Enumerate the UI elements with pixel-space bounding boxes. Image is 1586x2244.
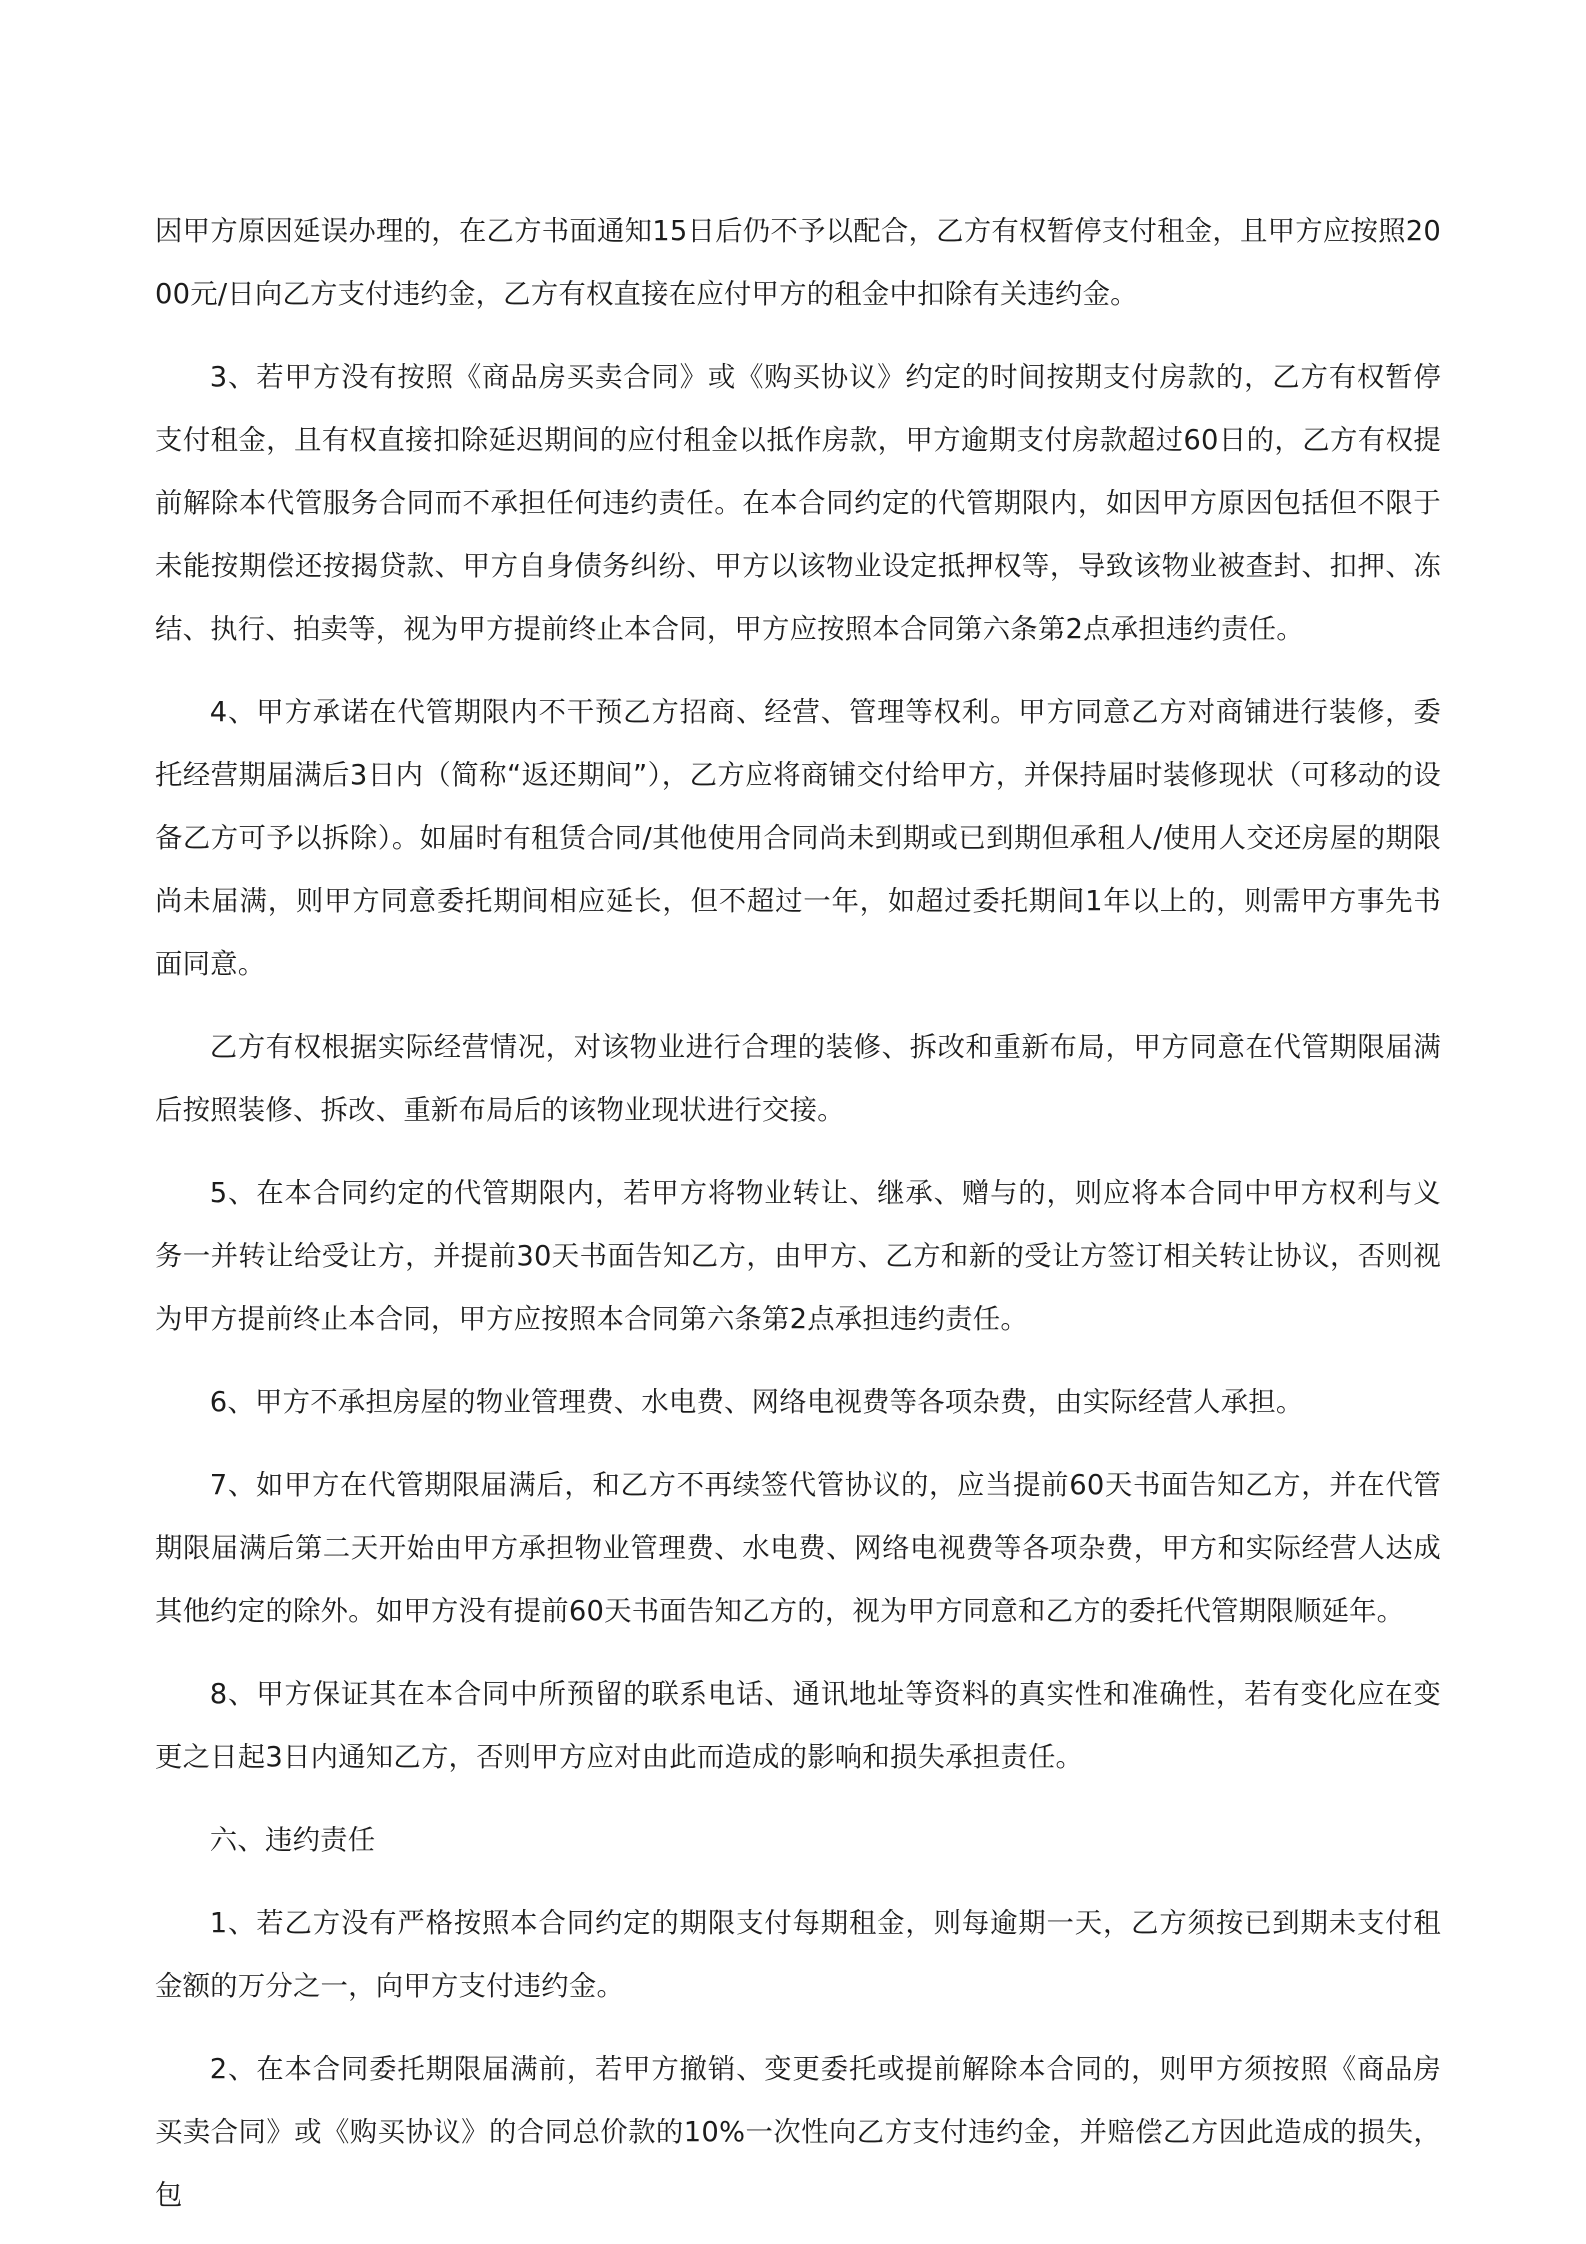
paragraph-clause-4: 4、甲方承诺在代管期限内不干预乙方招商、经营、管理等权利。甲方同意乙方对商铺进行装修，委托经营期届满后3日内（简称“返还期间”），乙方应将商铺交付给甲方，并保持届时装修现状（可移动的设备乙方可予以拆除）。如届时有租赁合同/其他使用合同尚未到期或已到期但承租人/使用人交还房屋的期限尚未届满，则甲方同意委托期间相应延长，但不超过一年，如超过委托期间1年以上的，则需甲方事先书面同意。 (155, 697, 1441, 980)
paragraph-clause-5: 5、在本合同约定的代管期限内，若甲方将物业转让、继承、赠与的，则应将本合同中甲方权利与义务一并转让给受让方，并提前30天书面告知乙方，由甲方、乙方和新的受让方签订相关转让协议，否则视为甲方提前终止本合同，甲方应按照本合同第六条第2点承担违约责任。 (155, 1178, 1441, 1335)
paragraph-clause-4-renovation: 乙方有权根据实际经营情况，对该物业进行合理的装修、拆改和重新布局，甲方同意在代管期限届满后按照装修、拆改、重新布局后的该物业现状进行交接。 (155, 1032, 1441, 1126)
contract-body (155, 200, 1441, 2227)
section-heading-breach-liability: 六、违约责任 (209, 1825, 376, 1856)
paragraph-clause-8: 8、甲方保证其在本合同中所预留的联系电话、通讯地址等资料的真实性和准确性，若有变化应在变更之日起3日内通知乙方，否则甲方应对由此而造成的影响和损失承担责任。 (155, 1679, 1441, 1773)
paragraph-liability-1: 1、若乙方没有严格按照本合同约定的期限支付每期租金，则每逾期一天，乙方须按已到期未支付租金额的万分之一，向甲方支付违约金。 (155, 1908, 1441, 2002)
paragraph-liability-2: 2、在本合同委托期限届满前，若甲方撤销、变更委托或提前解除本合同的，则甲方须按照《商品房买卖合同》或《购买协议》的合同总价款的10%一次性向乙方支付违约金，并赔偿乙方因此造成的损失，包 (155, 2054, 1441, 2211)
paragraph-clause-3: 3、若甲方没有按照《商品房买卖合同》或《购买协议》约定的时间按期支付房款的，乙方有权暂停支付租金，且有权直接扣除延迟期间的应付租金以抵作房款，甲方逾期支付房款超过60日的，乙方有权提前解除本代管服务合同而不承担任何违约责任。在本合同约定的代管期限内，如因甲方原因包括但不限于未能按期偿还按揭贷款、甲方自身债务纠纷、甲方以该物业设定抵押权等，导致该物业被查封、扣押、冻结、执行、拍卖等，视为甲方提前终止本合同，甲方应按照本合同第六条第2点承担违约责任。 (155, 362, 1441, 645)
paragraph-clause-6: 6、甲方不承担房屋的物业管理费、水电费、网络电视费等各项杂费，由实际经营人承担。 (209, 1387, 1304, 1418)
paragraph-continued-from-previous-page: 因甲方原因延误办理的，在乙方书面通知15日后仍不予以配合，乙方有权暂停支付租金，且甲方应按照2000元/日向乙方支付违约金，乙方有权直接在应付甲方的租金中扣除有关违约金。 (155, 216, 1441, 310)
paragraph-clause-7: 7、如甲方在代管期限届满后，和乙方不再续签代管协议的，应当提前60天书面告知乙方，并在代管期限届满后第二天开始由甲方承担物业管理费、水电费、网络电视费等各项杂费，甲方和实际经营人达成其他约定的除外。如甲方没有提前60天书面告知乙方的，视为甲方同意和乙方的委托代管期限顺延年。 (155, 1470, 1441, 1627)
